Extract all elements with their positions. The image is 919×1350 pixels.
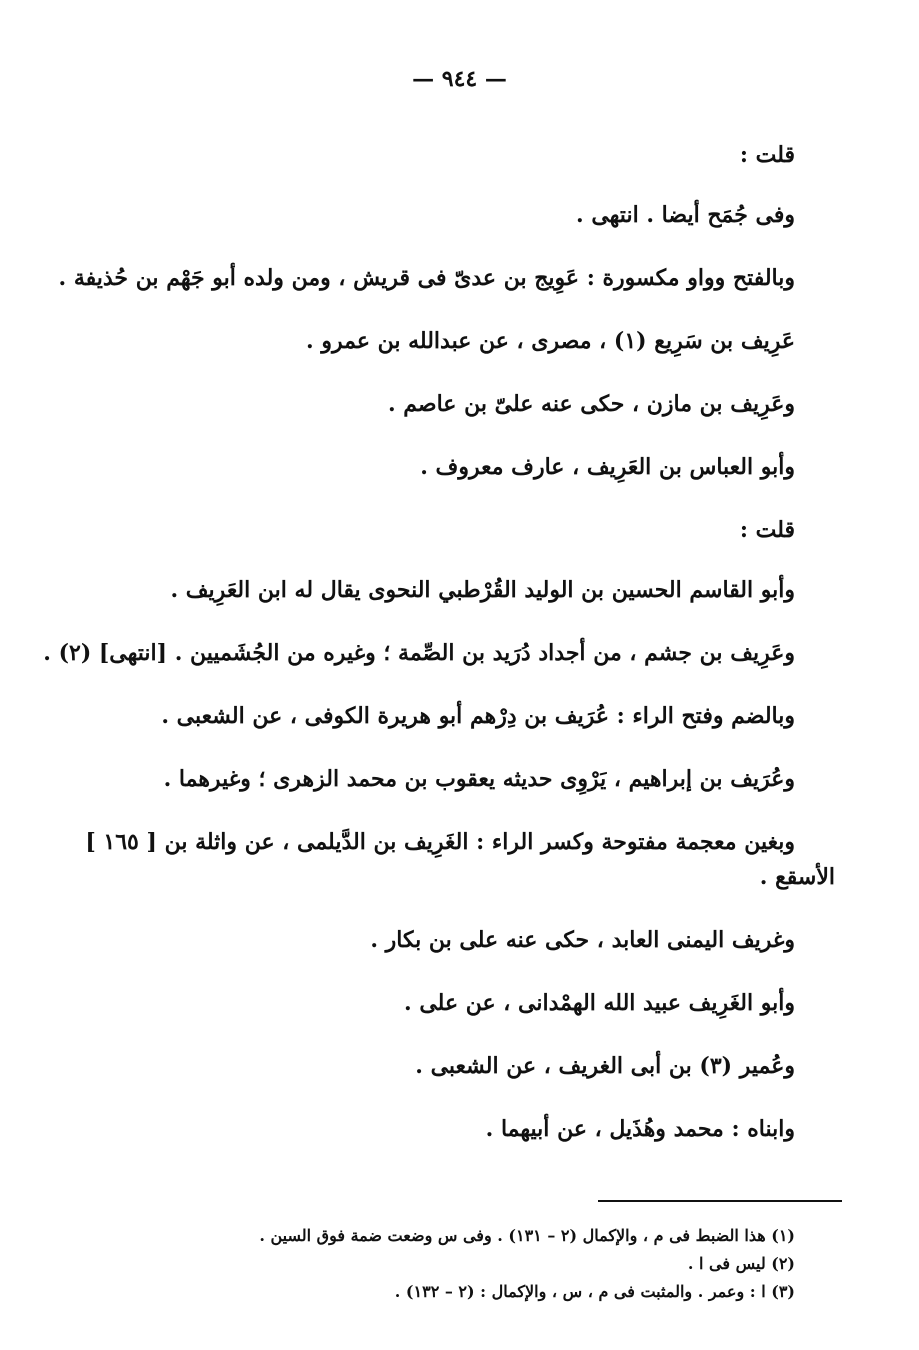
page-number: — ٩٤٤ — [412,66,507,92]
footnotes [235,1226,795,1310]
text-line: وغريف اليمنى العابد ، حكى عنه على بن بكار . [370,927,795,953]
footnote-divider [598,1200,842,1202]
footnote: (٣) ا : وعمر . والمثبت فى م ، س ، والإكمال : (٢ – ١٣٢) . [394,1282,795,1301]
footnote: (١) هذا الضبط فى م ، والإكمال (٢ – ١٣١) . وفى س وضعت ضمة فوق السين . [259,1226,795,1245]
text-line: وعَرِيف بن جشم ، من أجداد دُرَيد بن الصِّمة ؛ وغيره من الجُشَميين . [انتهى] (٢) . [43,640,795,666]
text-line: وأبو القاسم الحسين بن الوليد القُرْطبي النحوى يقال له ابن العَرِيف . [170,577,795,603]
text-line: وابناه : محمد وهُذَيل ، عن أبيهما . [485,1116,795,1142]
text-line-continuation: الأسقع . [759,864,835,890]
text-line: وأبو العباس بن العَرِيف ، عارف معروف . [420,454,795,480]
heading-qult: قلت : [739,142,795,168]
body-text [43,140,835,1177]
text-line: وفى جُمَح أيضا . انتهى . [576,202,795,228]
text-line: وبغين معجمة مفتوحة وكسر الراء : الغَرِيف بن الدَّيلمى ، عن واثلة بن [ ١٦٥ ] [85,829,795,855]
footnote: (٢) ليس فى ا . [687,1254,795,1273]
text-line: وأبو الغَرِيف عبيد الله الهمْدانى ، عن على . [404,990,795,1016]
text-line: وبالفتح وواو مكسورة : عَوِيج بن عدىّ فى قريش ، ومن ولده أبو جَهْم بن حُذيفة . [58,265,795,291]
text-line: وعُرَيف بن إبراهيم ، يَرْوِى حديثه يعقوب بن محمد الزهرى ؛ وغيرهما . [163,766,795,792]
heading-qult: قلت : [739,517,795,543]
text-line: وبالضم وفتح الراء : عُرَيف بن دِرْهم أبو هريرة الكوفى ، عن الشعبى . [161,703,795,729]
text-line: وعَرِيف بن مازن ، حكى عنه علىّ بن عاصم . [387,391,795,417]
text-line: عَرِيف بن سَرِيع (١) ، مصرى ، عن عبدالله بن عمرو . [306,328,795,354]
text-line: وعُمير (٣) بن أبى الغريف ، عن الشعبى . [415,1053,795,1079]
